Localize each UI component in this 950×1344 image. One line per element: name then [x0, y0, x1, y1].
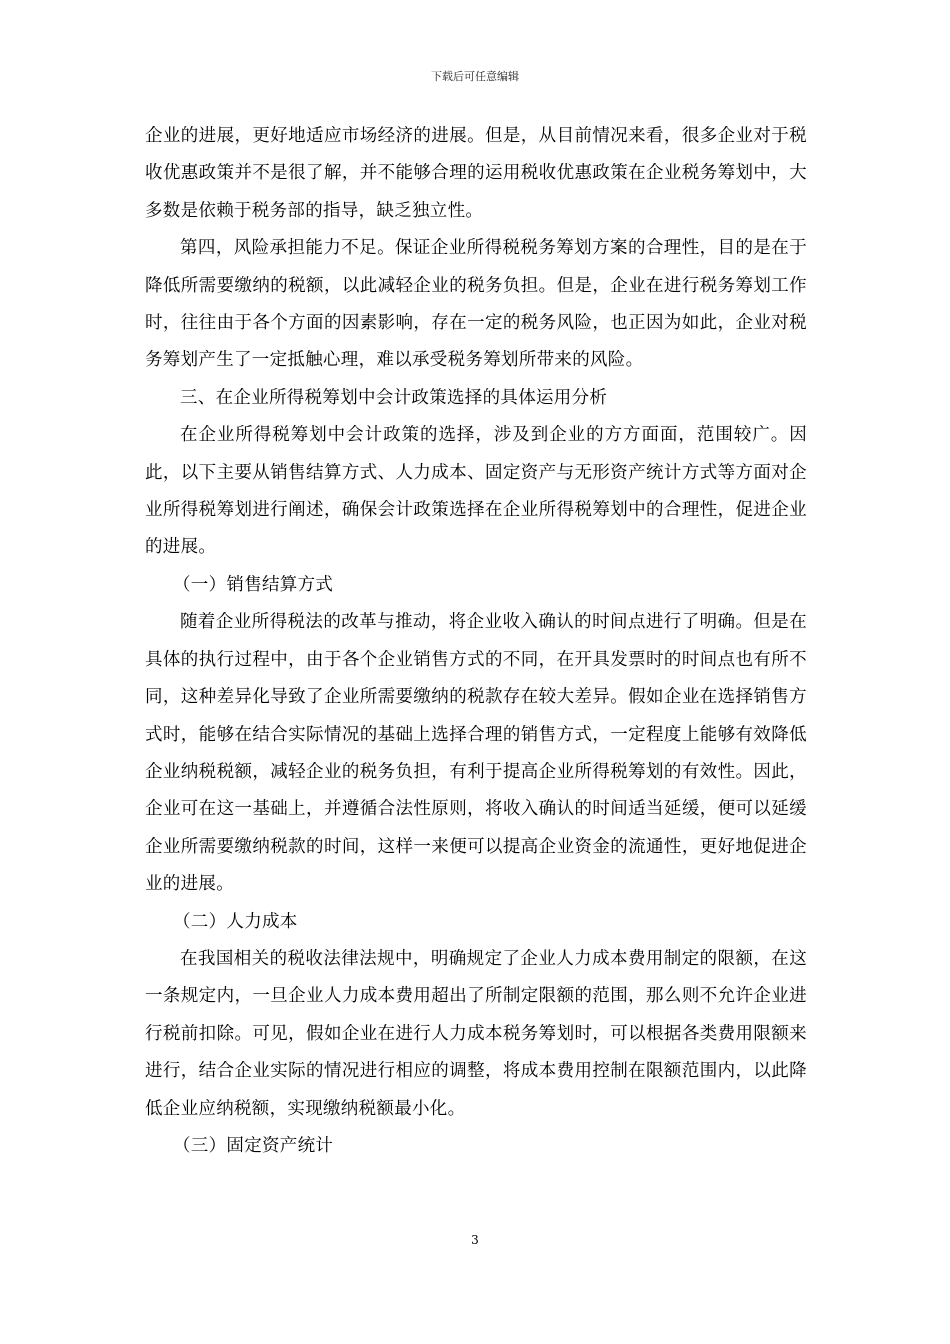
subheading-labor-cost: （二）人力成本: [173, 911, 298, 932]
paragraph-labor-cost: 在我国相关的税收法律法规中，明确规定了企业人力成本费用制定的限额，在这一条规定内，一旦企业人力成本费用超出了所制定限额的范围，那么则不允许企业进行税前扣除。可见，假如企业在进行人力成本税务筹划时，可以根据各类费用限额来进行，结合企业实际的情况进行相应的调整，将成本费用控制在限额范围内，以此降低企业应纳税额，实现缴纳税额最小化。: [145, 948, 807, 1119]
subheading-sales-settlement: （一）销售结算方式: [173, 574, 334, 595]
paragraph-continuation: 企业的进展，更好地适应市场经济的进展。但是，从目前情况来看，很多企业对于税收优惠政策并不是很了解，并不能够合理的运用税收优惠政策在企业税务筹划中，大多数是依赖于税务部的指导，缺乏独立性。: [145, 126, 807, 221]
document-body: [145, 118, 807, 1165]
page-header: 下载后可任意编辑: [431, 70, 519, 83]
paragraph-risk: 第四，风险承担能力不足。保证企业所得税税务筹划方案的合理性，目的是在于降低所需要缴纳的税额，以此减轻企业的税务负担。但是，企业在进行税务筹划工作时，往往由于各个方面的因素影响，存在一定的税务风险，也正因为如此，企业对税务筹划产生了一定抵触心理，难以承受税务筹划所带来的风险。: [145, 238, 807, 371]
paragraph-sales-settlement: 随着企业所得税法的改革与推动，将企业收入确认的时间点进行了明确。但是在具体的执行过程中，由于各个企业销售方式的不同，在开具发票时的时间点也有所不同，这种差异化导致了企业所需要缴纳的税款存在较大差异。假如企业在选择销售方式时，能够在结合实际情况的基础上选择合理的销售方式，一定程度上能够有效降低企业纳税税额，减轻企业的税务负担，有利于提高企业所得税筹划的有效性。因此，企业可在这一基础上，并遵循合法性原则，将收入确认的时间适当延缓，便可以延缓企业所需要缴纳税款的时间，这样一来便可以提高企业资金的流通性，更好地促进企业的进展。: [145, 612, 807, 895]
subheading-fixed-assets: （三）固定资产统计: [173, 1135, 334, 1156]
section-heading-3: 三、在企业所得税筹划中会计政策选择的具体运用分析: [180, 387, 608, 408]
page-number: 3: [471, 1233, 479, 1247]
paragraph-section-intro: 在企业所得税筹划中会计政策的选择，涉及到企业的方方面面，范围较广。因此，以下主要从销售结算方式、人力成本、固定资产与无形资产统计方式等方面对企业所得税筹划进行阐述，确保会计政策选择在企业所得税筹划中的合理性，促进企业的进展。: [145, 425, 807, 558]
